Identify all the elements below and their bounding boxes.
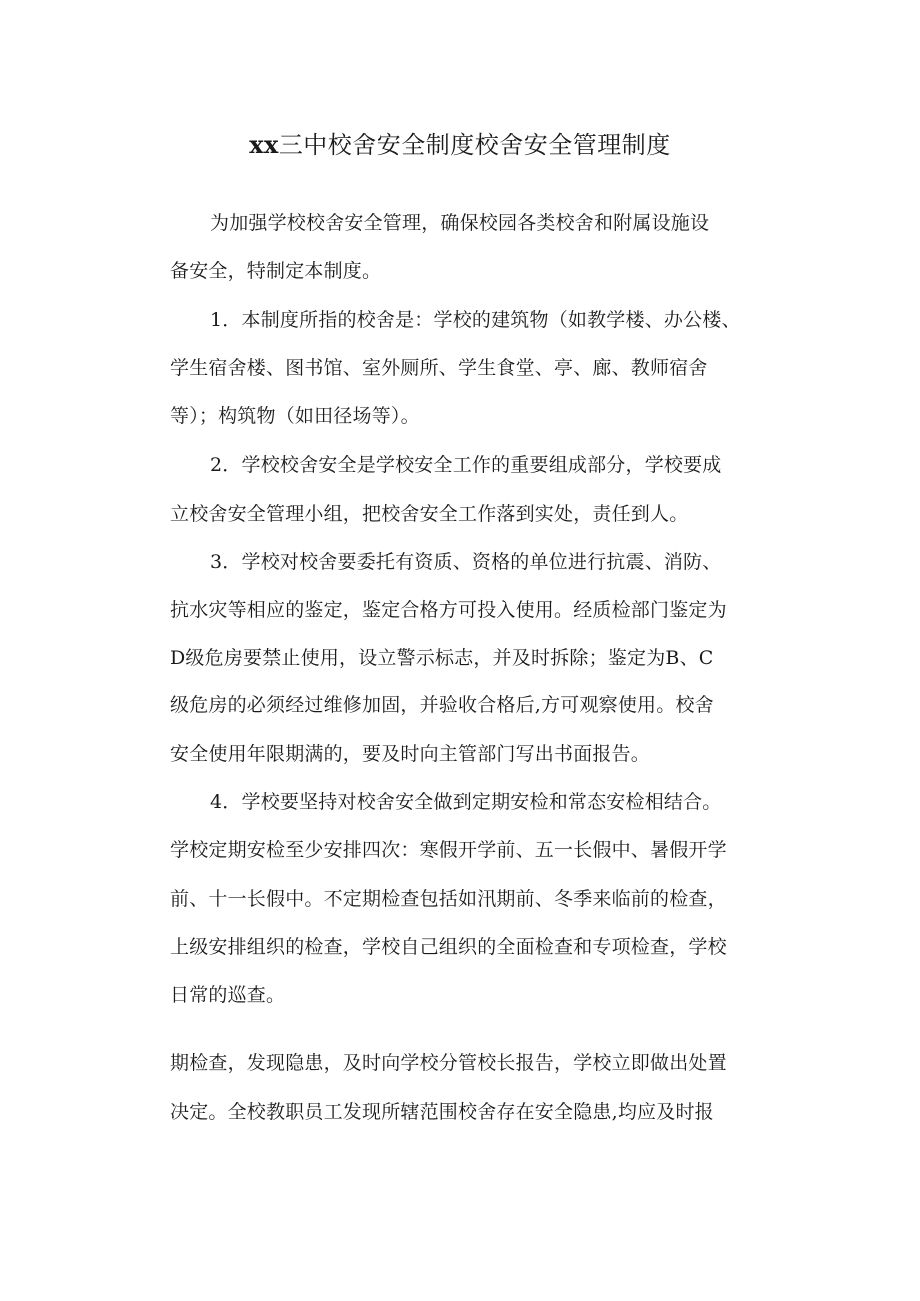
title-main: 三中校舍安全制度校舍安全管理制度 [278,131,671,159]
paragraph-line: 1．本制度所指的校舍是：学校的建筑物（如教学楼、办公楼、 [210,309,741,331]
paragraph-line: 备安全，特制定本制度。 [170,260,382,282]
paragraph-line: 学生宿舍楼、图书馆、室外厕所、学生食堂、亭、廊、教师宿舍 [170,357,708,379]
paragraph-line: D级危房要禁止使用，设立警示标志，并及时拆除；鉴定为B、C [170,647,714,669]
title-prefix: xx [249,130,279,159]
paragraph-line: 2．学校校舍安全是学校安全工作的重要组成部分，学校要成 [210,454,722,476]
paragraph-line: 安全使用年限期满的，要及时向主管部门写出书面报告。 [170,743,651,765]
document-title [0,127,920,163]
paragraph-line: 为加强学校校舍安全管理，确保校园各类校舍和附属设施设 [210,212,710,234]
paragraph-line: 前、十一长假中。不定期检查包括如汛期前、冬季来临前的检查， [170,888,727,910]
paragraph-line: 级危房的必须经过维修加固，并验收合格后,方可观察使用。校舍 [170,694,714,716]
paragraph-line: 抗水灾等相应的鉴定，鉴定合格方可投入使用。经质检部门鉴定为 [170,599,727,621]
paragraph-line: 等）；构筑物（如田径场等）。 [170,405,420,427]
paragraph-line: 期检查，发现隐患，及时向学校分管校长报告，学校立即做出处置 [170,1052,727,1074]
paragraph-line: 4．学校要坚持对校舍安全做到定期安检和常态安检相结合。 [210,791,722,813]
paragraph-line: 3．学校对校舍要委托有资质、资格的单位进行抗震、消防、 [210,551,722,573]
paragraph-line: 日常的巡查。 [170,984,286,1006]
paragraph-line: 决定。全校教职员工发现所辖范围校舍存在安全隐患,均应及时报 [170,1101,714,1123]
paragraph-line: 学校定期安检至少安排四次：寒假开学前、五一长假中、暑假开学 [170,839,727,861]
paragraph-line: 上级安排组织的检查，学校自己组织的全面检查和专项检查，学校 [170,936,727,958]
paragraph-line: 立校舍安全管理小组，把校舍安全工作落到实处，责任到人。 [170,503,689,525]
